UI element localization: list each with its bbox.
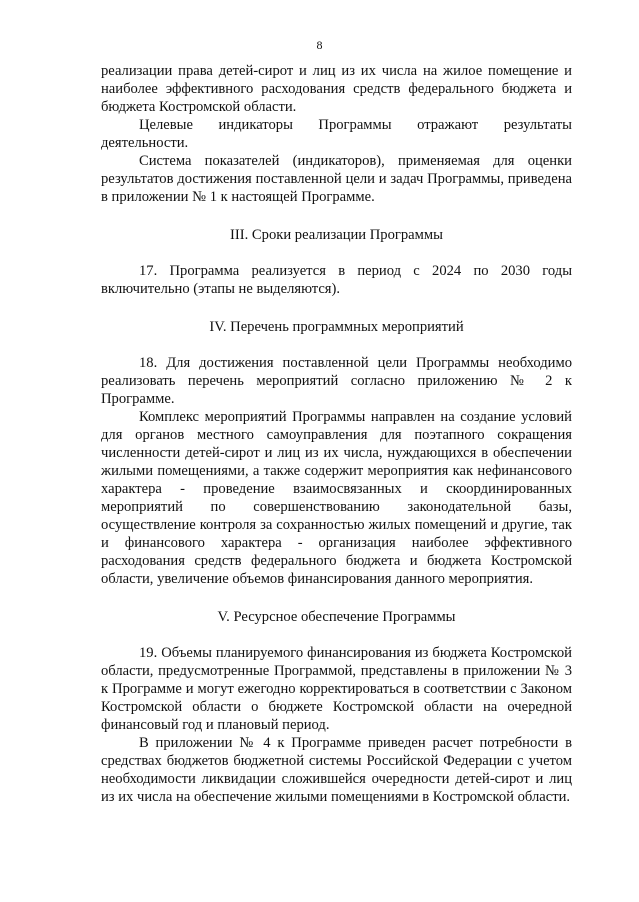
paragraph-17: 17. Программа реализуется в период с 2024 по 2030 годы включительно (этапы не выделяются). (101, 263, 572, 297)
page-number: 8 (316, 38, 323, 52)
section-heading-terms: III. Сроки реализации Программы (230, 227, 443, 243)
section-heading-resources: V. Ресурсное обеспечение Программы (217, 609, 456, 625)
paragraph-target-indicators: Целевые индикаторы Программы отражают результаты деятельности. (101, 117, 572, 151)
section-heading-activities: IV. Перечень программных мероприятий (209, 319, 464, 335)
paragraph-19: 19. Объемы планируемого финансирования из бюджета Костромской области, предусмотренные Программой, представлены в приложении № 3 к Программе и могут ежегодно корректироваться в соответствии с Законом Костромской области о бюджете Костромской области на очередной финансовый год и плановый период. (101, 645, 572, 733)
paragraph-activities-complex: Комплекс мероприятий Программы направлен на создание условий для органов местного самоуправления для поэтапного сокращения численности детей-сирот и лиц из их числа, нуждающихся в обеспечении жилыми помещениями, а также содержит мероприятия как нефинансового характера - проведение взаимосвязанных и скоординированных мероприятий по совершенствованию законодательной базы, осуществление контроля за сохранностью жилых помещений и другие, так и финансового характера - организация наиболее эффективного расходования средств федерального бюджета и бюджета Костромской области, увеличение объемов финансирования данного мероприятия. (101, 409, 572, 587)
paragraph-indicator-system: Система показателей (индикаторов), применяемая для оценки результатов достижения поставленной цели и задач Программы, приведена в приложении № 1 к настоящей Программе. (101, 153, 572, 205)
paragraph-18: 18. Для достижения поставленной цели Программы необходимо реализовать перечень мероприятий согласно приложению № 2 к Программе. (101, 355, 572, 407)
paragraph-appendix-4: В приложении № 4 к Программе приведен расчет потребности в средствах бюджетов бюджетной системы Российской Федерации с учетом необходимости ликвидации сложившейся очередности детей-сирот и лиц из их числа на обеспечение жилыми помещениями в Костромской области. (101, 735, 572, 805)
paragraph-continuation: реализации права детей-сирот и лиц из их числа на жилое помещение и наиболее эффективного расходования средств федерального бюджета и бюджета Костромской области. (101, 63, 572, 115)
document-body (101, 62, 572, 806)
